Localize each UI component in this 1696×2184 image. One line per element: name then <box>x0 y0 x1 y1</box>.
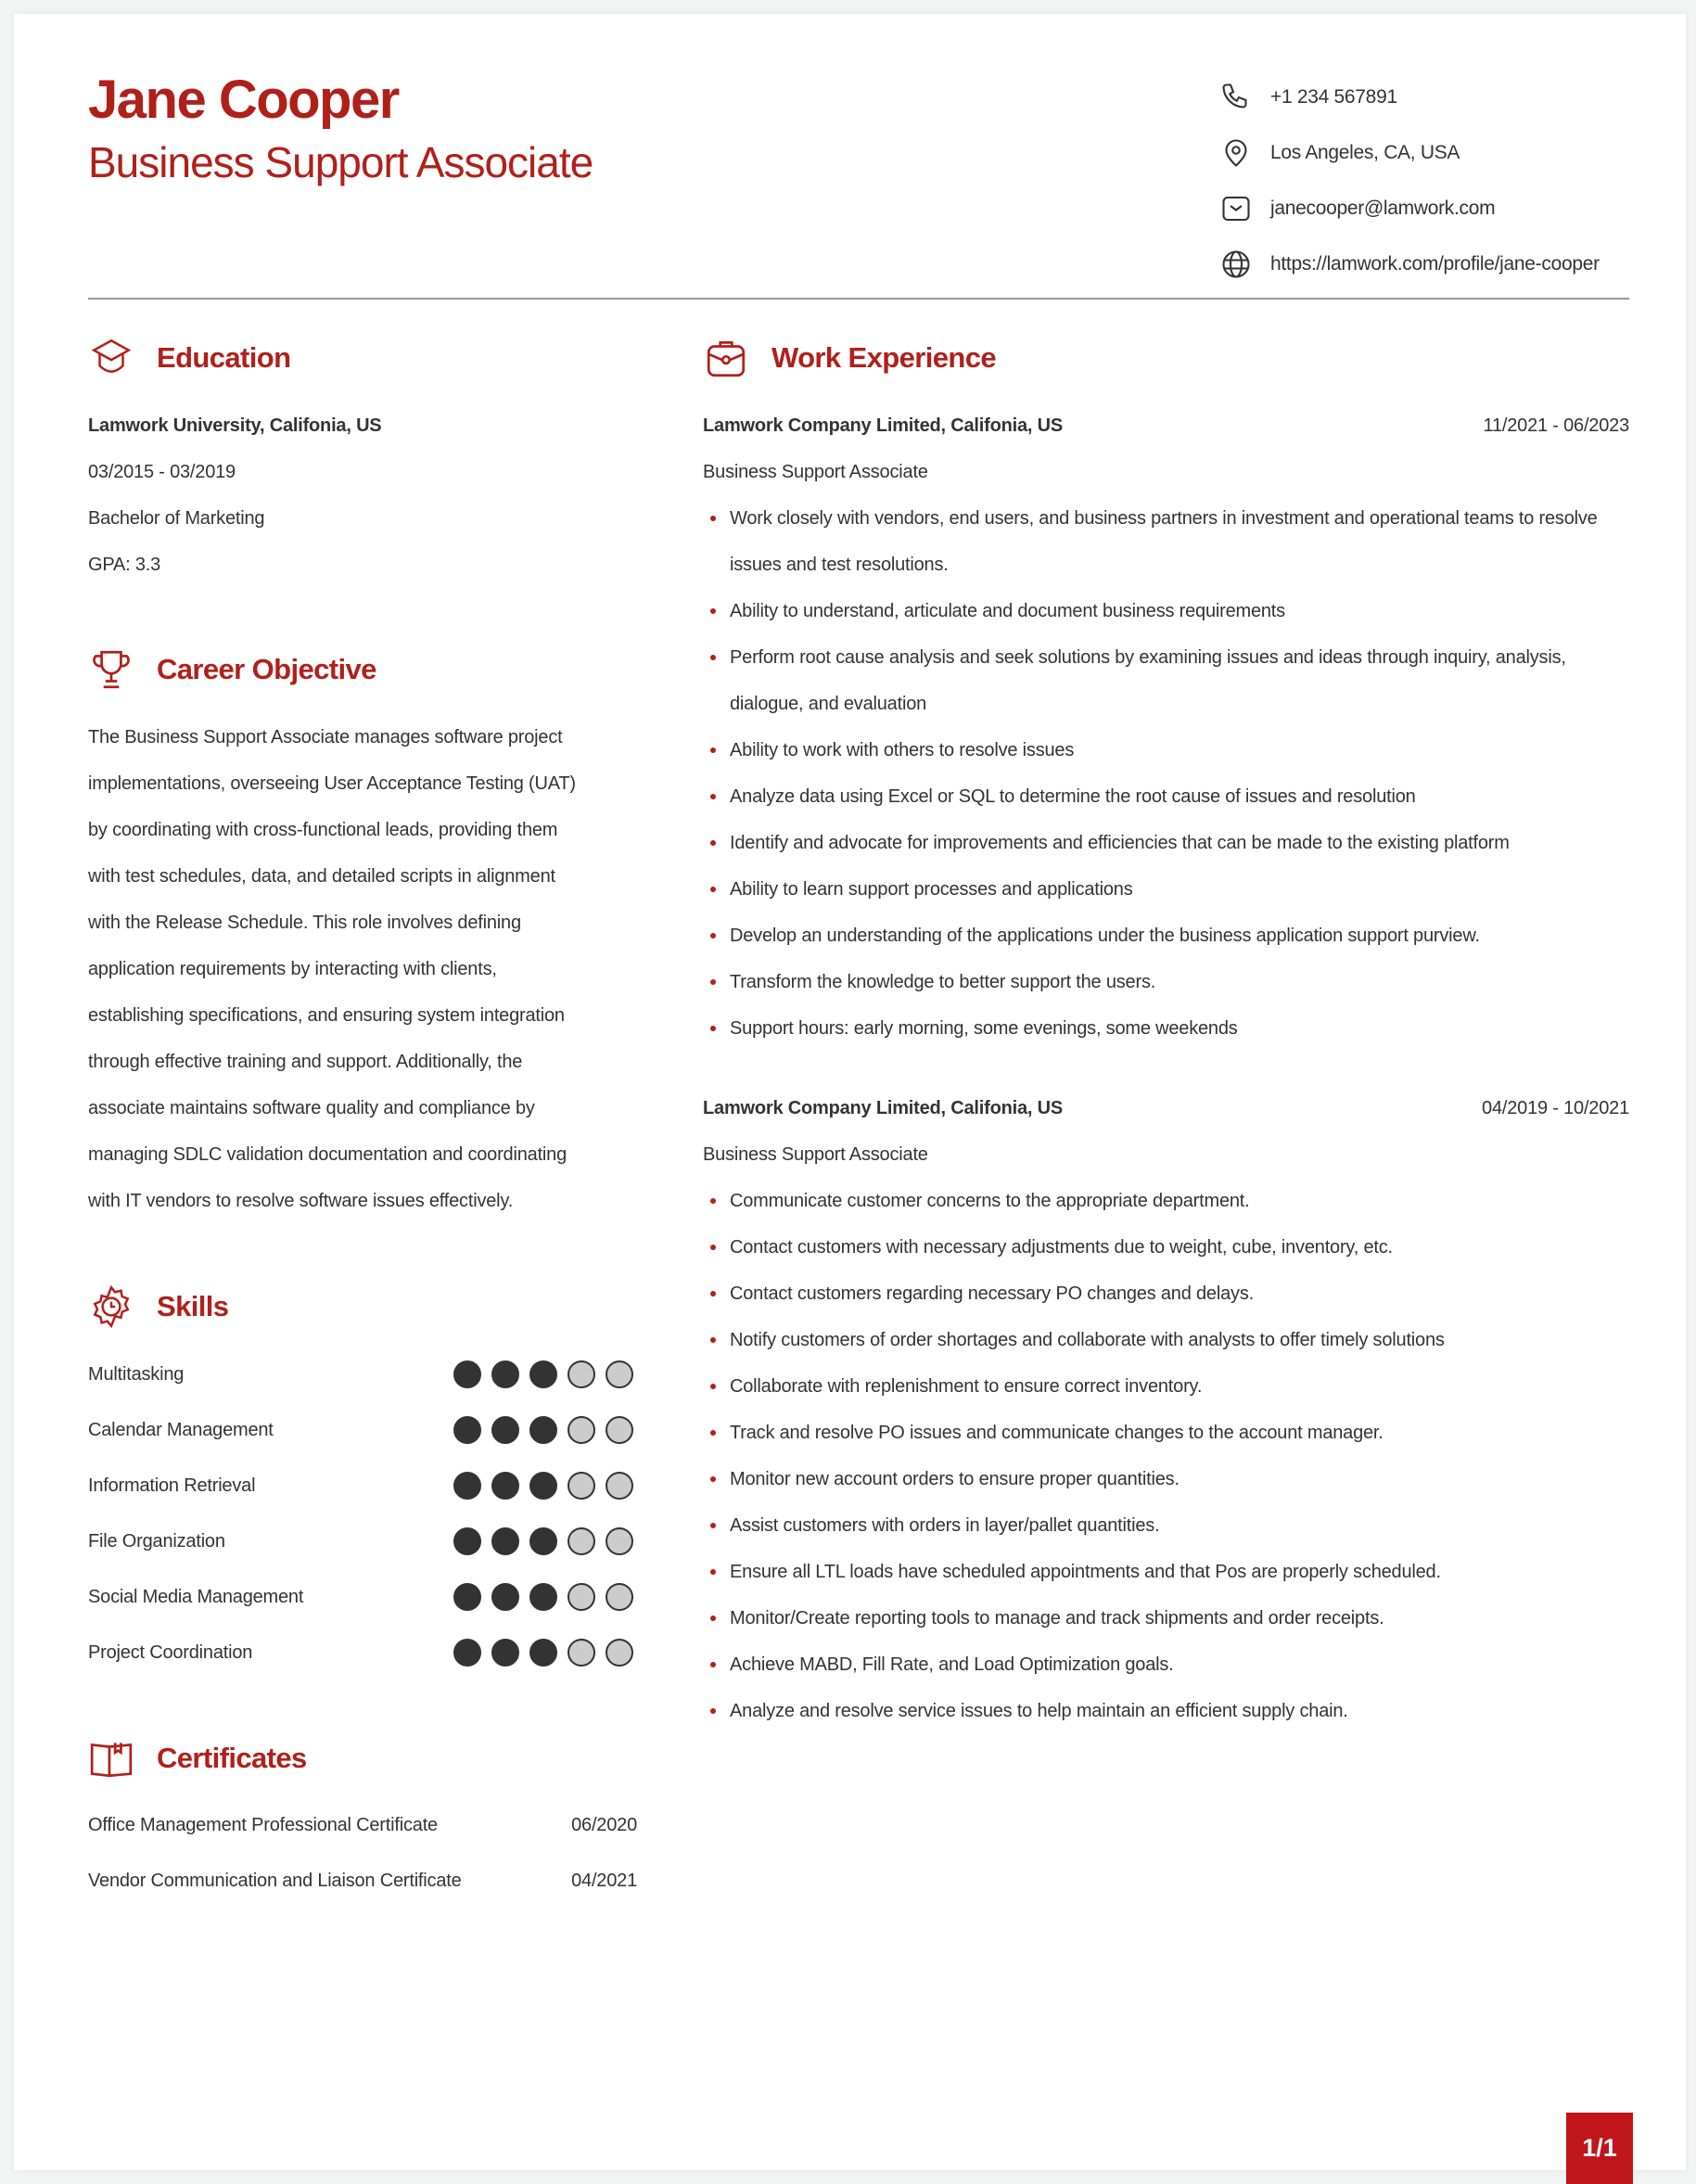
rating-dot-filled <box>529 1639 557 1667</box>
job-bullet: Contact customers regarding necessary PO changes and delays. <box>703 1271 1629 1317</box>
skill-rating <box>453 1472 633 1500</box>
rating-dot-filled <box>453 1583 481 1611</box>
rating-dot-filled <box>529 1360 557 1388</box>
work-title: Work Experience <box>771 341 996 374</box>
skill-name: Multitasking <box>88 1363 185 1385</box>
objective-line: establishing specifications, and ensuring system integration <box>88 1005 565 1026</box>
job-bullet: Collaborate with replenishment to ensure correct inventory. <box>703 1363 1629 1410</box>
education-title: Education <box>157 341 291 374</box>
job-entry <box>703 402 1629 1052</box>
job-bullet: Track and resolve PO issues and communicate changes to the account manager. <box>703 1410 1629 1456</box>
gear-clock-icon <box>88 1284 134 1330</box>
job-bullet: Contact customers with necessary adjustments due to weight, cube, inventory, etc. <box>703 1224 1629 1271</box>
rating-dot-empty <box>606 1583 633 1611</box>
job-position: Business Support Associate <box>703 462 928 482</box>
website-link[interactable]: https://lamwork.com/profile/jane-cooper <box>1270 253 1600 275</box>
rating-dot-filled <box>529 1583 557 1611</box>
skill-rating <box>453 1416 633 1444</box>
header-divider <box>88 298 1629 300</box>
contact-location <box>1219 134 1460 172</box>
objective-line: with the Release Schedule. This role involves defining <box>88 913 521 933</box>
job-bullet: Ability to understand, articulate and document business requirements <box>703 588 1629 634</box>
job-bullet: Support hours: early morning, some evenings, some weekends <box>703 1005 1629 1052</box>
skill-row <box>88 1513 637 1569</box>
contact-phone <box>1219 79 1397 116</box>
certificate-name: Office Management Professional Certificate <box>88 1814 438 1835</box>
rating-dot-empty <box>567 1360 595 1388</box>
rating-dot-filled <box>491 1583 519 1611</box>
skill-rating <box>453 1360 633 1388</box>
skill-rating <box>453 1639 633 1667</box>
job-position: Business Support Associate <box>703 1144 928 1165</box>
rating-dot-filled <box>453 1416 481 1444</box>
skill-name: Calendar Management <box>88 1419 274 1440</box>
job-bullet: Work closely with vendors, end users, and business partners in investment and operational teams to resolve issues and test resolutions. <box>703 495 1629 588</box>
rating-dot-filled <box>453 1639 481 1667</box>
job-bullet: Ensure all LTL loads have scheduled appointments and that Pos are properly scheduled. <box>703 1549 1629 1595</box>
education-dates: 03/2015 - 03/2019 <box>88 462 236 482</box>
resume-page <box>14 14 1686 2170</box>
graduation-cap-icon <box>88 335 134 381</box>
skill-name: Project Coordination <box>88 1641 253 1663</box>
rating-dot-filled <box>529 1472 557 1500</box>
email-link[interactable]: janecooper@lamwork.com <box>1270 198 1496 219</box>
certificate-date: 04/2021 <box>571 1870 637 1891</box>
rating-dot-filled <box>453 1527 481 1555</box>
objective-line: by coordinating with cross-functional leads, providing them <box>88 820 558 840</box>
rating-dot-empty <box>606 1472 633 1500</box>
education-entry <box>88 402 381 588</box>
location-pin-icon <box>1219 136 1253 170</box>
rating-dot-empty <box>567 1416 595 1444</box>
rating-dot-empty <box>606 1639 633 1667</box>
work-heading <box>703 330 996 386</box>
certificate-item <box>88 1797 637 1853</box>
job-bullet: Perform root cause analysis and seek solutions by examining issues and ideas through inquiry, analysis, dialogue, and evaluation <box>703 634 1629 727</box>
certificate-item <box>88 1853 637 1909</box>
job-bullet: Identify and advocate for improvements and efficiencies that can be made to the existing platform <box>703 820 1629 866</box>
skill-rating <box>453 1583 633 1611</box>
job-company: Lamwork Company Limited, Califonia, US <box>703 415 1064 436</box>
skill-name: Social Media Management <box>88 1586 304 1607</box>
phone-text: +1 234 567891 <box>1270 86 1397 108</box>
rating-dot-filled <box>491 1416 519 1444</box>
skill-row <box>88 1347 637 1402</box>
rating-dot-empty <box>567 1639 595 1667</box>
job-bullet: Communicate customer concerns to the appropriate department. <box>703 1178 1629 1224</box>
job-header <box>703 402 1629 449</box>
job-bullet: Develop an understanding of the applications under the business application support purview. <box>703 913 1629 959</box>
skill-row <box>88 1625 637 1680</box>
objective-line: application requirements by interacting with clients, <box>88 959 497 979</box>
trophy-icon <box>88 646 134 693</box>
skill-row <box>88 1458 637 1513</box>
page-number-badge: 1/1 <box>1566 2113 1633 2184</box>
certificate-date: 06/2020 <box>571 1814 637 1835</box>
education-gpa: GPA: 3.3 <box>88 555 161 575</box>
candidate-role: Business Support Associate <box>88 138 593 186</box>
job-bullet: Ability to work with others to resolve issues <box>703 727 1629 773</box>
rating-dot-filled <box>491 1527 519 1555</box>
skill-name: Information Retrieval <box>88 1475 256 1496</box>
objective-line: through effective training and support. Additionally, the <box>88 1052 523 1072</box>
job-bullet: Monitor/Create reporting tools to manage and track shipments and order receipts. <box>703 1595 1629 1641</box>
certificates-heading <box>88 1731 307 1786</box>
job-bullet: Ability to learn support processes and applications <box>703 866 1629 913</box>
contact-website <box>1219 246 1600 283</box>
objective-line: with IT vendors to resolve software issues effectively. <box>88 1191 514 1211</box>
job-bullet: Achieve MABD, Fill Rate, and Load Optimization goals. <box>703 1641 1629 1688</box>
skill-rating <box>453 1527 633 1555</box>
rating-dot-empty <box>606 1527 633 1555</box>
job-bullets <box>703 1178 1629 1734</box>
skills-title: Skills <box>157 1290 229 1322</box>
rating-dot-empty <box>567 1583 595 1611</box>
briefcase-icon <box>703 335 749 381</box>
job-dates: 04/2019 - 10/2021 <box>1482 1098 1629 1118</box>
job-entry <box>703 1085 1629 1734</box>
objective-line: with test schedules, data, and detailed scripts in alignment <box>88 866 555 887</box>
job-bullet: Transform the knowledge to better support the users. <box>703 959 1629 1005</box>
objective-line: associate maintains software quality and compliance by <box>88 1098 535 1118</box>
job-company: Lamwork Company Limited, Califonia, US <box>703 1098 1064 1118</box>
rating-dot-filled <box>453 1472 481 1500</box>
rating-dot-filled <box>453 1360 481 1388</box>
job-bullet: Analyze and resolve service issues to help maintain an efficient supply chain. <box>703 1688 1629 1734</box>
skills-heading <box>88 1279 228 1335</box>
objective-line: managing SDLC validation documentation and coordinating <box>88 1144 567 1165</box>
rating-dot-empty <box>567 1472 595 1500</box>
job-bullet: Monitor new account orders to ensure proper quantities. <box>703 1456 1629 1502</box>
job-bullet: Analyze data using Excel or SQL to determine the root cause of issues and resolution <box>703 773 1629 820</box>
objective-line: implementations, overseeing User Acceptance Testing (UAT) <box>88 773 576 794</box>
job-bullets <box>703 495 1629 1052</box>
rating-dot-filled <box>491 1360 519 1388</box>
rating-dot-filled <box>529 1416 557 1444</box>
job-header <box>703 1085 1629 1131</box>
objective-text <box>88 714 576 1224</box>
rating-dot-filled <box>491 1639 519 1667</box>
candidate-name: Jane Cooper <box>88 70 399 130</box>
skill-name: File Organization <box>88 1530 225 1552</box>
location-text: Los Angeles, CA, USA <box>1270 142 1460 163</box>
job-bullet: Notify customers of order shortages and collaborate with analysts to offer timely solutions <box>703 1317 1629 1363</box>
education-school: Lamwork University, Califonia, US <box>88 415 382 436</box>
rating-dot-empty <box>606 1360 633 1388</box>
job-dates: 11/2021 - 06/2023 <box>1483 415 1629 436</box>
mail-icon <box>1219 192 1253 225</box>
phone-icon <box>1219 81 1253 114</box>
skill-row <box>88 1569 637 1625</box>
contact-email <box>1219 190 1495 227</box>
certificates-title: Certificates <box>157 1742 307 1774</box>
objective-heading <box>88 642 376 697</box>
job-bullet: Assist customers with orders in layer/pallet quantities. <box>703 1502 1629 1549</box>
certificate-name: Vendor Communication and Liaison Certificate <box>88 1870 462 1891</box>
skill-row <box>88 1402 637 1458</box>
rating-dot-filled <box>491 1472 519 1500</box>
objective-title: Career Objective <box>157 653 376 685</box>
rating-dot-empty <box>606 1416 633 1444</box>
education-heading <box>88 330 290 386</box>
education-degree: Bachelor of Marketing <box>88 508 265 529</box>
globe-icon <box>1219 248 1253 281</box>
rating-dot-empty <box>567 1527 595 1555</box>
book-icon <box>88 1735 134 1782</box>
rating-dot-filled <box>529 1527 557 1555</box>
objective-line: The Business Support Associate manages software project <box>88 727 563 747</box>
